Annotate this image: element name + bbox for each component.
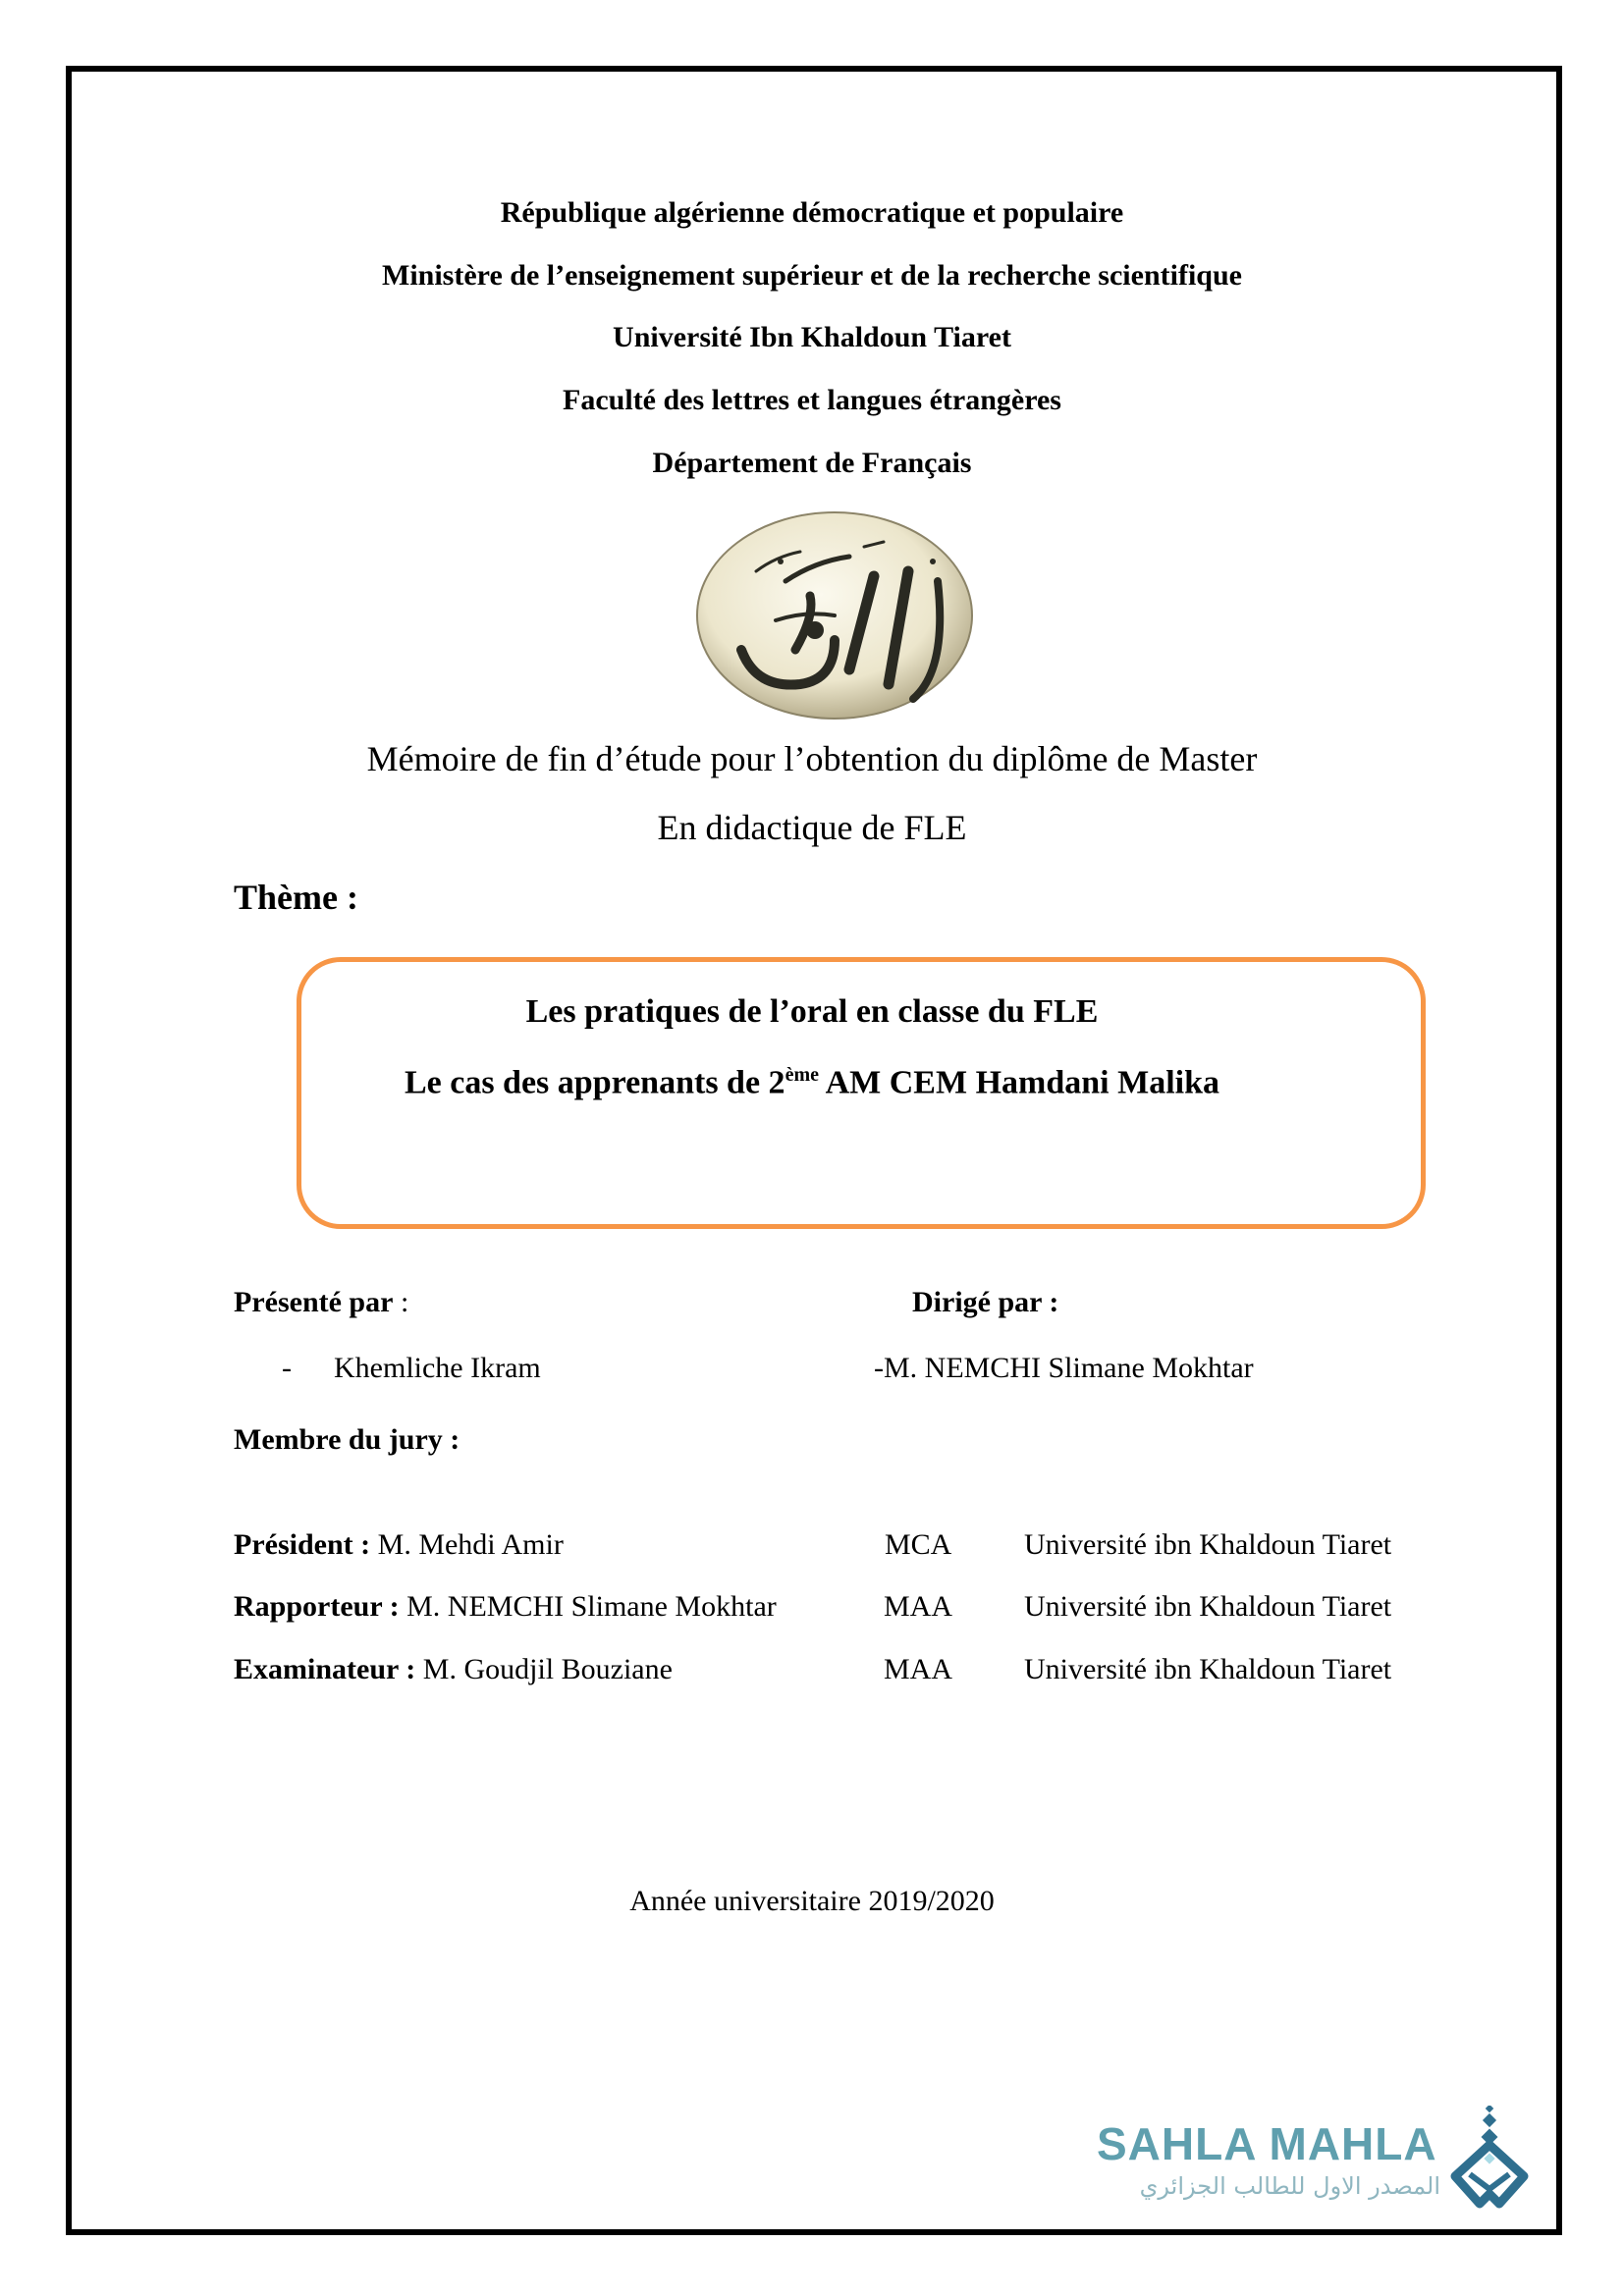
presented-colon: : [393, 1286, 409, 1318]
sahla-tagline: المصدر الاول للطالب الجزائري [1139, 2172, 1440, 2200]
jury-label: Membre du jury : [234, 1423, 460, 1456]
jury-row-president [234, 1528, 564, 1562]
sahla-mahla-logo-icon [1450, 2106, 1529, 2218]
header-department: Département de Français [652, 447, 972, 479]
header-republic: République algérienne démocratique et populaire [500, 196, 1124, 229]
jury-role: Examinateur : [234, 1653, 416, 1685]
sahla-brand: SAHLA MAHLA [1097, 2118, 1437, 2169]
jury-grade: MAA [884, 1653, 953, 1685]
jury-role: Rapporteur : [234, 1590, 400, 1623]
directed-label: Dirigé par : [912, 1286, 1059, 1318]
supervisor-name: -M. NEMCHI Slimane Mokhtar [874, 1352, 1254, 1384]
university-calligraphy-logo-icon [687, 503, 982, 728]
jury-name: M. Goudjil Bouziane [415, 1653, 673, 1685]
memoire-specialty: En didactique de FLE [657, 808, 967, 847]
theme-subtitle-sup: ème [785, 1064, 819, 1086]
theme-subtitle [0, 1064, 1624, 1101]
theme-label: Thème : [234, 878, 358, 917]
jury-grade: MAA [884, 1590, 953, 1623]
presented-by [234, 1286, 408, 1319]
header-university: Université Ibn Khaldoun Tiaret [613, 321, 1011, 353]
student-dash: - [282, 1352, 292, 1384]
theme-subtitle-pre: Le cas des apprenants de 2 [404, 1064, 785, 1101]
student-name: Khemliche Ikram [334, 1352, 541, 1384]
jury-name: M. Mehdi Amir [370, 1528, 564, 1561]
presented-label: Présenté par [234, 1286, 394, 1318]
theme-subtitle-post: AM CEM Hamdani Malika [818, 1064, 1220, 1101]
jury-row-rapporteur [234, 1590, 777, 1624]
academic-year: Année universitaire 2019/2020 [629, 1885, 995, 1917]
jury-row-examinateur [234, 1653, 673, 1686]
theme-title: Les pratiques de l’oral en classe du FLE [525, 993, 1099, 1030]
memoire-description: Mémoire de fin d’étude pour l’obtention du diplôme de Master [366, 739, 1258, 778]
jury-institution: Université ibn Khaldoun Tiaret [1024, 1528, 1392, 1561]
sahla-mahla-watermark [1085, 2106, 1537, 2214]
jury-grade: MCA [885, 1528, 952, 1561]
header-ministry: Ministère de l’enseignement supérieur et de la recherche scientifique [382, 259, 1242, 292]
jury-name: M. NEMCHI Slimane Mokhtar [399, 1590, 777, 1623]
jury-institution: Université ibn Khaldoun Tiaret [1024, 1653, 1392, 1685]
jury-institution: Université ibn Khaldoun Tiaret [1024, 1590, 1392, 1623]
jury-role: Président : [234, 1528, 371, 1561]
header-faculty: Faculté des lettres et langues étrangères [563, 384, 1061, 416]
